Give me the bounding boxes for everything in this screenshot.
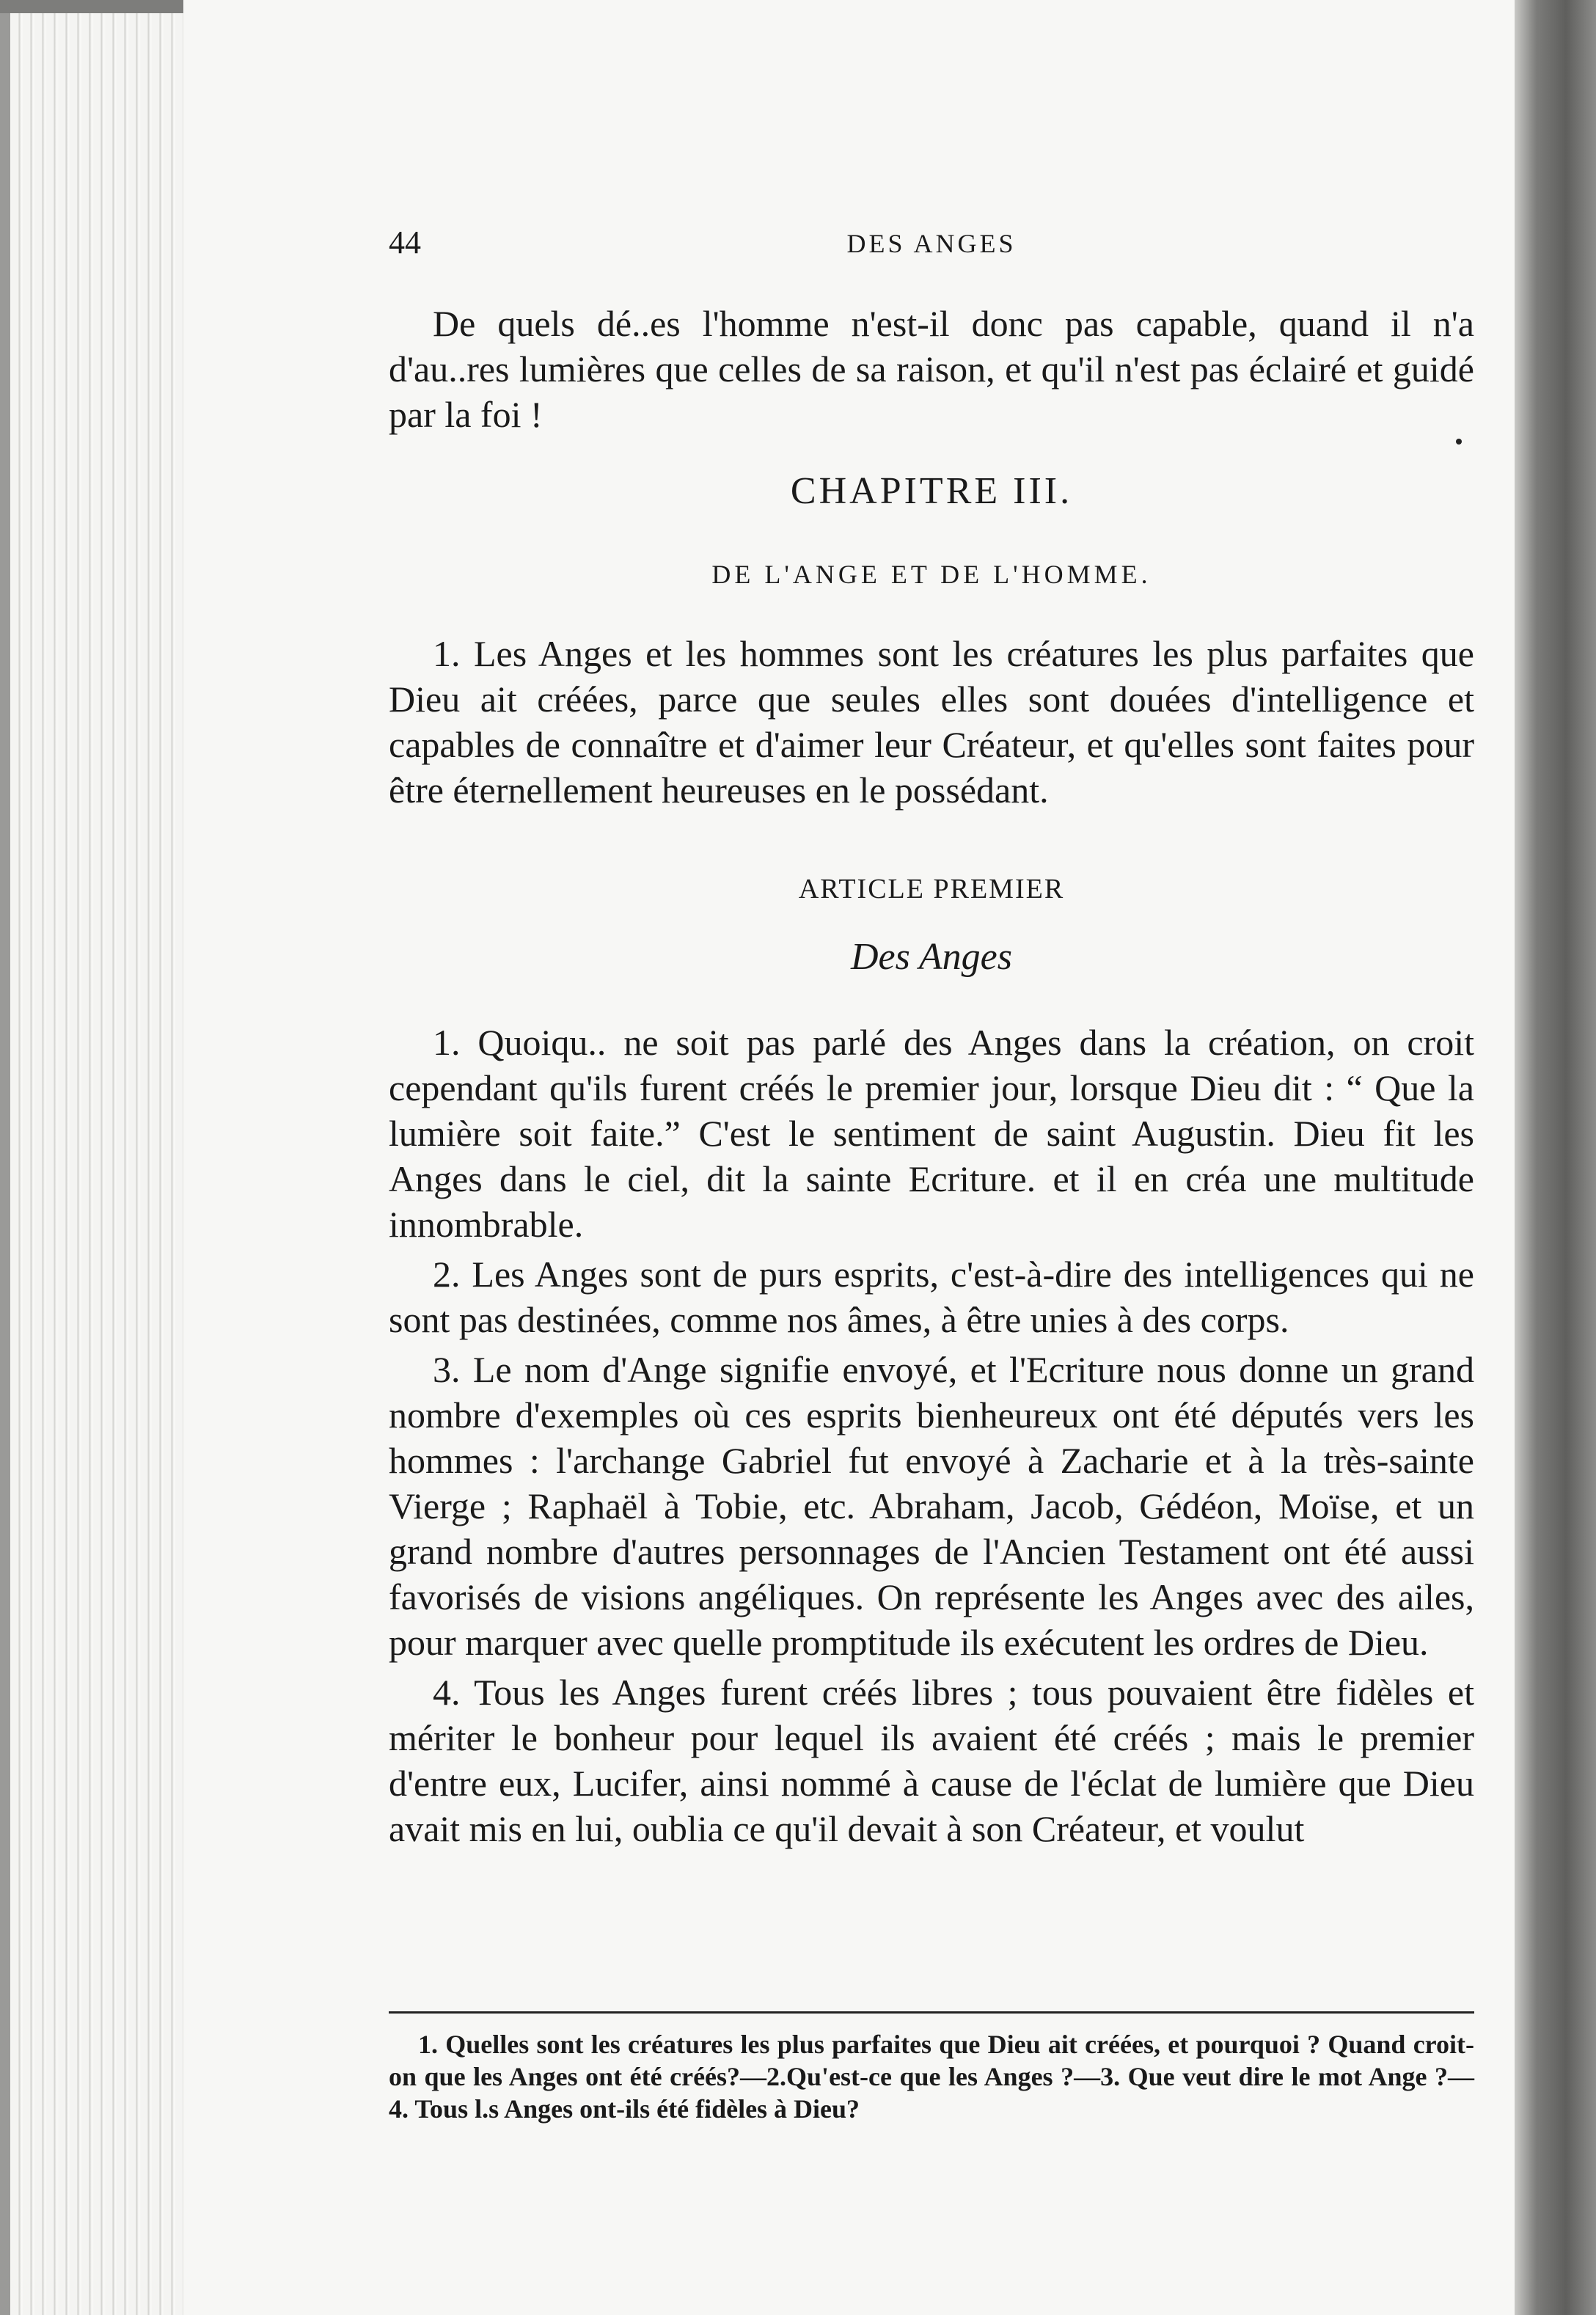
paragraph-3: 3. Le nom d'Ange signifie envoyé, et l'Ecriture nous donne un grand nombre d'exemples où ces esprits bienheureux ont été députés vers les hommes : l'archange Gabriel fut envoyé à Zacharie et à la très-sainte Vierge ; Raphaël à Tobie, etc. Abraham, Jacob, Gédéon, Moïse, et un grand nombre d'autres personnages de l'Ancien Testament ont été aussi favorisés de visions angéliques. On représente les Anges avec des ailes, pour marquer avec quelle promptitude ils exécutent les ordres de Dieu.	[389, 1349, 1474, 1663]
footnote-divider	[389, 2011, 1474, 2014]
page-number: 44	[389, 224, 421, 260]
scan-shadow-top	[0, 0, 183, 13]
intro-paragraph: De quels dé..es l'homme n'est-il donc pas capable, quand il n'a d'au..res lumières que celles de sa raison, et qu'il n'est pas éclairé et guidé par la foi !	[389, 303, 1474, 435]
paragraph-1: 1. Quoiqu.. ne soit pas parlé des Anges dans la création, on croit cependant qu'ils furent créés le premier jour, lorsque Dieu dit : “ Que la lumière soit faite.” C'est le sentiment de saint Augustin. Dieu fit les Anges dans le ciel, dit la sainte Ecriture. et il en créa une multitude innombrable.	[389, 1022, 1474, 1245]
running-title: DES ANGES	[846, 229, 1017, 258]
paragraph-2: 2. Les Anges sont de purs esprits, c'est-à-dire des intelligences qui ne sont pas destinées, comme nos âmes, à être unies à des corps.	[389, 1254, 1474, 1340]
article-body	[389, 1020, 1474, 1856]
chapter-summary-paragraph: 1. Les Anges et les hommes sont les créatures les plus parfaites que Dieu ait créées, parce que seules elles sont douées d'intelligence et capables de connaître et d'aimer leur Créateur, et qu'elles sont faites pour être éternellement heureuses en le possédant.	[389, 633, 1474, 811]
chapter-summary-block	[389, 631, 1474, 813]
scan-shadow-left	[0, 0, 10, 2315]
article-subtitle: Des Anges	[850, 936, 1012, 978]
paragraph-4: 4. Tous les Anges furent créés libres ; tous pouvaient être fidèles et mériter le bonheur pour lequel ils avaient été créés ; mais le premier d'entre eux, Lucifer, ainsi nommé à cause de l'éclat de lumière que Dieu avait mis en lui, oublia ce qu'il devait à son Créateur, et voulut	[389, 1672, 1474, 1849]
intro-paragraph-block	[389, 301, 1474, 437]
page-header	[389, 224, 1474, 268]
footnote-questions: 1. Quelles sont les créatures les plus parfaites que Dieu ait créées, et pourquoi ? Quand croit-on que les Anges ont été créés?—2.Qu'est-ce que les Anges ?—3. Que veut dire le mot Ange ?—4. Tous l.s Anges ont-ils été fidèles à Dieu?	[389, 2030, 1474, 2124]
book-page-edges	[0, 0, 183, 2315]
chapter-title: CHAPITRE III.	[790, 470, 1073, 512]
chapter-subtitle: DE L'ANGE ET DE L'HOMME.	[711, 560, 1152, 589]
scan-shadow-right	[1515, 0, 1596, 2315]
ink-speck	[1456, 439, 1462, 445]
article-title: ARTICLE PREMIER	[798, 874, 1065, 904]
